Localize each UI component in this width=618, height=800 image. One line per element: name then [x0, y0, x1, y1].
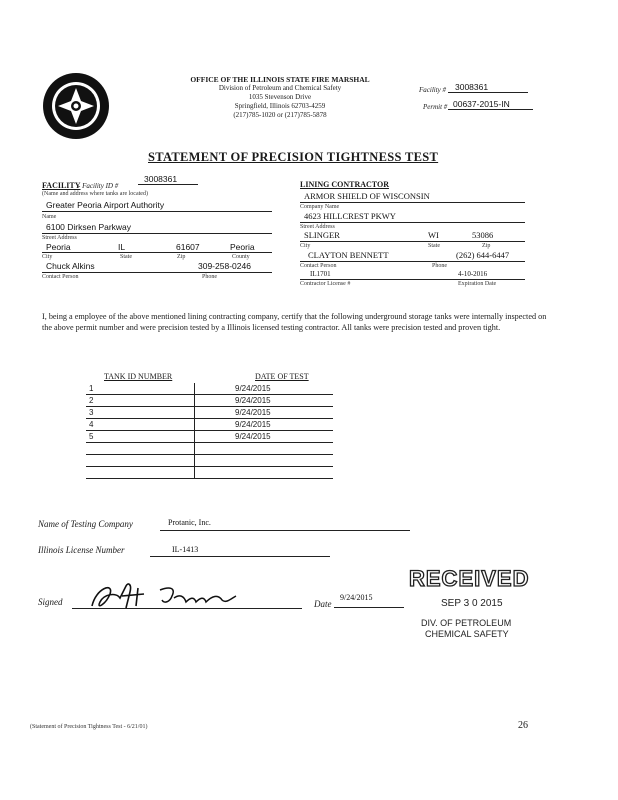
contractor-street-label: Street Address: [300, 224, 335, 230]
division-name: Division of Petroleum and Chemical Safety: [218, 84, 342, 92]
illinois-license-value: IL-1413: [172, 545, 199, 554]
permit-number-value: 00637-2015-IN: [453, 99, 510, 109]
received-stamp-date: SEP 3 0 2015: [441, 598, 503, 609]
facility-city-label: City: [42, 254, 53, 260]
facility-state-value: IL: [118, 242, 126, 252]
tank-row: [86, 431, 333, 443]
facility-city-value: Peoria: [46, 242, 71, 252]
received-stamp: [405, 566, 545, 646]
date-label: Date: [314, 599, 332, 609]
contractor-state-value: WI: [428, 230, 439, 240]
testing-company-value: Protanic, Inc.: [168, 518, 211, 527]
tank-table: [86, 383, 333, 479]
tank-date-cell: 9/24/2015: [195, 407, 334, 419]
facility-street-value: 6100 Dirksen Parkway: [46, 222, 132, 232]
contractor-expiration-label: Expiration Date: [458, 281, 497, 287]
tank-row: [86, 455, 333, 467]
facility-contact-value: Chuck Alkins: [46, 261, 95, 271]
permit-number-label: Permit #: [423, 103, 448, 111]
received-stamp-division: DIV. OF PETROLEUM: [421, 618, 512, 628]
tank-date-cell: 9/24/2015: [195, 395, 334, 407]
contractor-phone-value: (262) 644-6447: [456, 250, 510, 260]
tank-id-cell: 5: [86, 431, 195, 443]
tank-id-cell: 2: [86, 395, 195, 407]
tank-id-cell: 3: [86, 407, 195, 419]
tank-date-cell: [195, 443, 334, 455]
fire-marshal-seal: [42, 72, 110, 140]
facility-section: [42, 172, 282, 282]
facility-heading: FACILITY: [42, 181, 81, 190]
office-name: OFFICE OF THE ILLINOIS STATE FIRE MARSHAL: [190, 75, 370, 84]
tank-row: [86, 407, 333, 419]
facility-zip-value: 61607: [176, 242, 200, 252]
tank-row: [86, 383, 333, 395]
tank-row: [86, 467, 333, 479]
form-footer: (Statement of Precision Tightness Test - 6/21/01): [30, 724, 148, 730]
testing-company-label: Name of Testing Company: [38, 519, 133, 529]
tank-date-cell: [195, 455, 334, 467]
tank-date-cell: 9/24/2015: [195, 419, 334, 431]
signed-label: Signed: [38, 597, 63, 607]
page-title: STATEMENT OF PRECISION TIGHTNESS TEST: [148, 150, 439, 164]
contractor-heading: LINING CONTRACTOR: [300, 180, 389, 189]
illinois-license-label: Illinois License Number: [38, 545, 125, 555]
date-of-test-column-header: DATE OF TEST: [255, 372, 309, 381]
contractor-company-label: Company Name: [300, 204, 340, 210]
facility-id-value: 3008361: [144, 174, 178, 184]
contractor-section: [300, 172, 540, 292]
facility-name-caption: (Name and address where tanks are located): [42, 191, 148, 197]
tank-id-cell: 4: [86, 419, 195, 431]
office-address: 1035 Stevenson Drive: [248, 93, 312, 101]
signed-date-value: 9/24/2015: [340, 593, 373, 602]
tank-id-cell: [86, 455, 195, 467]
contractor-expiration-value: 4-10-2016: [458, 270, 488, 278]
tank-id-cell: 1: [86, 383, 195, 395]
tank-row: [86, 443, 333, 455]
contractor-zip-label: Zip: [482, 243, 491, 249]
facility-county-value: Peoria: [230, 242, 255, 252]
tank-date-cell: 9/24/2015: [195, 431, 334, 443]
tank-row: [86, 395, 333, 407]
tank-row: [86, 419, 333, 431]
contractor-contact-label: Contact Person: [300, 263, 337, 269]
certification-statement: I, being a employee of the above mentioned lining contracting company, certify that the following underground storage tanks were internally inspected on the above permit number and were precision tested by a Illinois licensed testing contractor. All tanks were precision tested and proven tight.: [42, 312, 547, 332]
tank-id-column-header: TANK ID NUMBER: [104, 372, 173, 381]
header-block: [150, 75, 410, 120]
contractor-street-value: 4623 HILLCREST PKWY: [304, 211, 396, 221]
facility-street-label: Street Address: [42, 235, 77, 241]
facility-state-label: State: [120, 254, 132, 260]
tank-date-cell: 9/24/2015: [195, 383, 334, 395]
tank-date-cell: [195, 467, 334, 479]
contractor-license-label: Contractor License #: [300, 281, 351, 287]
facility-county-label: County: [232, 254, 250, 260]
facility-phone-value: 309-258-0246: [198, 261, 251, 271]
facility-zip-label: Zip: [177, 254, 186, 260]
signature: [86, 578, 256, 618]
contractor-phone-label: Phone: [432, 263, 447, 269]
contractor-contact-value: CLAYTON BENNETT: [308, 250, 389, 260]
contractor-city-value: SLINGER: [304, 230, 340, 240]
contractor-state-label: State: [428, 243, 440, 249]
facility-name-label: Name: [42, 214, 57, 220]
contractor-company-value: ARMOR SHIELD OF WISCONSIN: [304, 191, 430, 201]
facility-contact-label: Contact Person: [42, 274, 79, 280]
contractor-license-value: IL1701: [310, 270, 331, 278]
page-number: 26: [518, 720, 528, 731]
tank-id-cell: [86, 467, 195, 479]
facility-number-value: 3008361: [455, 82, 489, 92]
office-phone: (217)785-1020 or (217)785-5878: [233, 111, 327, 119]
permit-number-line: [448, 109, 533, 110]
contractor-zip-value: 53086: [472, 230, 494, 240]
facility-phone-label: Phone: [202, 274, 217, 280]
received-stamp-division-2: CHEMICAL SAFETY: [425, 629, 509, 639]
facility-name-value: Greater Peoria Airport Authority: [46, 200, 165, 210]
facility-number-line: [448, 92, 528, 93]
facility-number-label: Facility #: [419, 86, 447, 94]
office-city: Springfield, Illinois 62703-4259: [234, 102, 326, 110]
contractor-city-label: City: [300, 243, 311, 249]
tank-id-cell: [86, 443, 195, 455]
received-stamp-text: RECEIVED: [409, 566, 530, 591]
facility-id-label: - Facility ID #: [78, 182, 119, 190]
